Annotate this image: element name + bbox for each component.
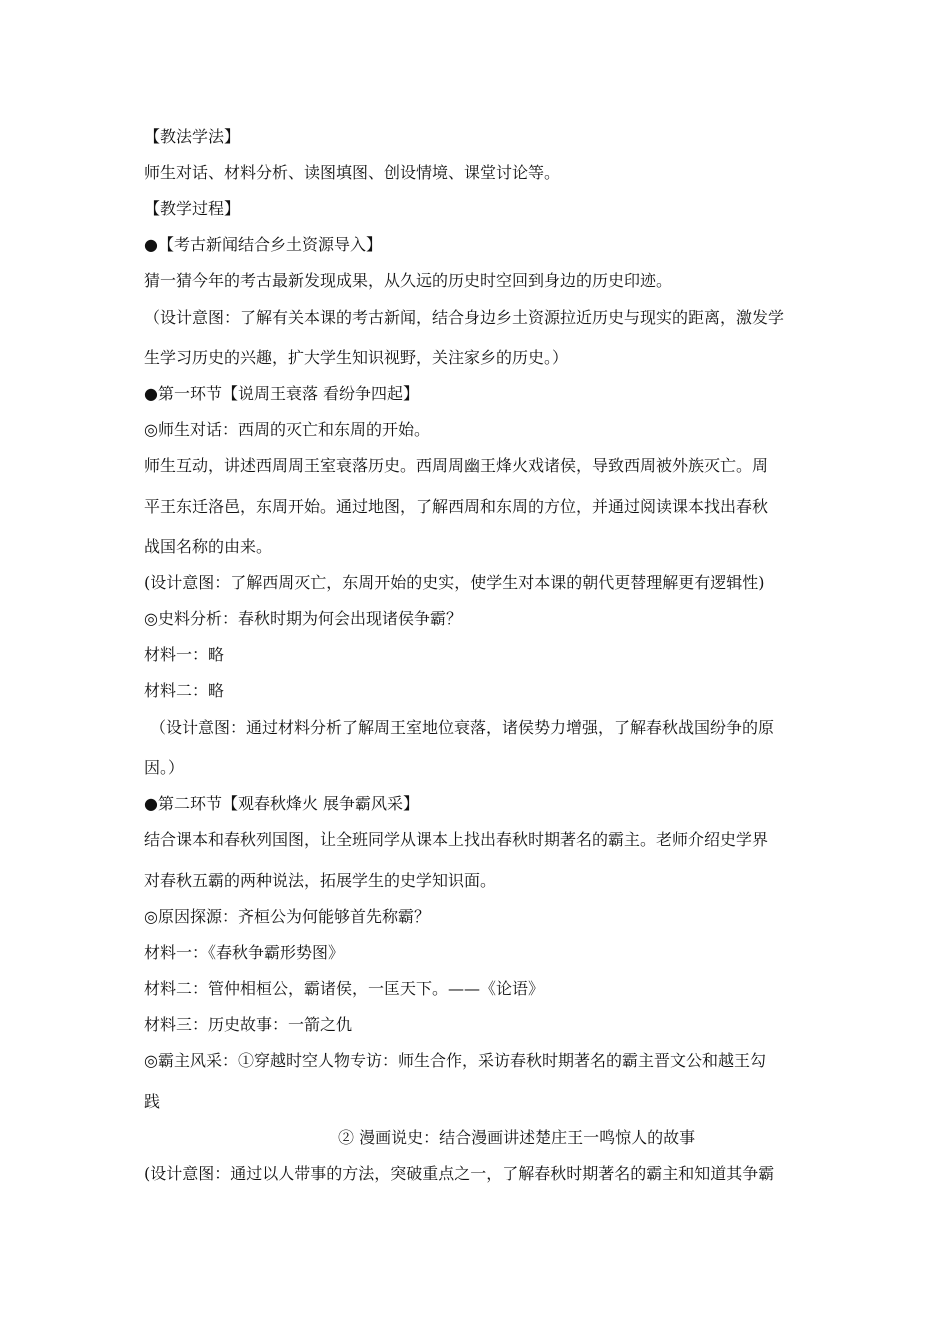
design-intent-line: （设计意图：通过材料分析了解周王室地位衰落，诸侯势力增强，了解春秋战国纷争的原: [150, 718, 775, 737]
subsection-heading: ◎原因探源：齐桓公为何能够首先称霸？: [144, 907, 430, 926]
paragraph-line: 战国名称的由来。: [144, 537, 273, 556]
section-two-heading: ●第二环节【观春秋烽火 展争霸风采】: [144, 794, 420, 813]
paragraph-line: 平王东迁洛邑，东周开始。通过地图，了解西周和东周的方位，并通过阅读课本找出春秋: [144, 497, 769, 516]
design-intent-line: 生学习历史的兴趣，扩大学生知识视野，关注家乡的历史。）: [144, 348, 569, 367]
paragraph-line: 师生互动，讲述西周周王室衰落历史。西周周幽王烽火戏诸侯，导致西周被外族灭亡。周: [144, 456, 769, 475]
design-intent-line: 因。）: [144, 758, 185, 777]
paragraph-line: 结合课本和春秋列国图，让全班同学从课本上找出春秋时期著名的霸主。老师介绍史学界: [144, 830, 769, 849]
section-intro-heading: ●【考古新闻结合乡土资源导入】: [144, 235, 382, 254]
subsection-heading: ◎师生对话：西周的灭亡和东周的开始。: [144, 420, 430, 439]
comic-history-line: ② 漫画说史：结合漫画讲述楚庄王一鸣惊人的故事: [338, 1128, 696, 1147]
design-intent-line: (设计意图：通过以人带事的方法，突破重点之一，了解春秋时期著名的霸主和知道其争霸: [144, 1164, 775, 1183]
subsection-heading: ◎霸主风采：①穿越时空人物专访：师生合作，采访春秋时期著名的霸主晋文公和越王勾: [144, 1051, 766, 1070]
material-line: 材料二：略: [144, 681, 225, 700]
heading-teaching-process: 【教学过程】: [144, 199, 241, 218]
material-line: 材料二：管仲相桓公，霸诸侯，一匡天下。——《论语》: [144, 979, 545, 998]
design-intent-line: (设计意图：了解西周灭亡，东周开始的史实，使学生对本课的朝代更替理解更有逻辑性): [144, 573, 765, 592]
paragraph-line: 践: [144, 1092, 161, 1111]
paragraph-line: 对春秋五霸的两种说法，拓展学生的史学知识面。: [144, 871, 497, 890]
design-intent-line: （设计意图：了解有关本课的考古新闻，结合身边乡土资源拉近历史与现实的距离，激发学: [144, 308, 785, 327]
material-line: 材料一：《春秋争霸形势图》: [144, 943, 345, 962]
subsection-heading: ◎史料分析：春秋时期为何会出现诸侯争霸？: [144, 609, 462, 628]
heading-teaching-methods: 【教法学法】: [144, 127, 241, 146]
methods-text: 师生对话、材料分析、读图填图、创设情境、课堂讨论等。: [144, 163, 561, 182]
section-one-heading: ●第一环节【说周王衰落 看纷争四起】: [144, 384, 420, 403]
material-line: 材料一：略: [144, 645, 225, 664]
material-line: 材料三：历史故事：一箭之仇: [144, 1015, 353, 1034]
paragraph-line: 猜一猜今年的考古最新发现成果，从久远的历史时空回到身边的历史印迹。: [144, 271, 673, 290]
